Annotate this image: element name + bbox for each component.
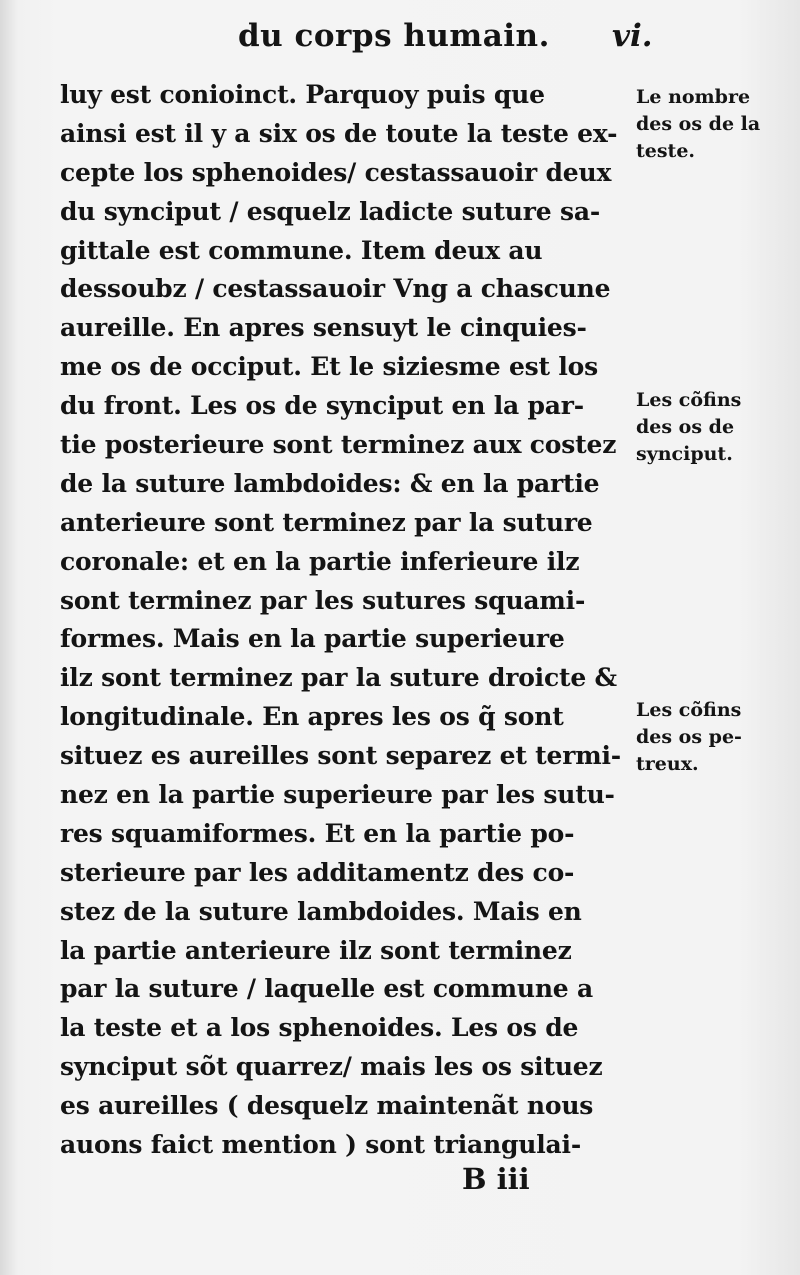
text-line: nez en la partie superieure par les sutu- [60,780,615,810]
text-line: aureille. En apres sensuyt le cinquies- [60,313,587,343]
margin-note-synciput [636,387,796,468]
text-line: cepte los sphenoides/ cestassauoir deux [60,157,612,187]
margin-note-line: des os pe- [636,726,742,748]
text-line: ilz sont terminez par la suture droicte & [60,663,617,693]
running-head-title: du corps humain. [238,18,550,54]
margin-note-line: Le nombre [636,86,751,108]
text-line: tie posterieure sont terminez aux costez [60,430,617,460]
text-line: gittale est commune. Item deux au [60,235,543,265]
margin-note-petrous [636,697,796,778]
text-line: sont terminez par les sutures squami- [60,585,586,615]
margin-note-line: synciput. [636,443,733,465]
margin-note-line: Les cõfins [636,699,742,721]
text-line: stez de la suture lambdoides. Mais en [60,896,582,926]
margin-note-line: Les cõfins [636,389,742,411]
folio-number: vi. [612,18,653,54]
text-line: du synciput / esquelz ladicte suture sa- [60,196,600,226]
margin-note-bone-count [636,84,796,165]
text-line: du front. Les os de synciput en la par- [60,391,584,421]
text-line: dessoubz / cestassauoir Vng a chascune [60,274,611,304]
text-line: de la suture lambdoides: & en la partie [60,468,600,498]
text-line: longitudinale. En apres les os q̃ sont [60,702,564,732]
margin-note-line: teste. [636,140,696,162]
text-line: coronale: et en la partie inferieure ilz [60,546,580,576]
body-text [60,76,635,1165]
text-line: me os de occiput. Et le siziesme est los [60,352,599,382]
text-line: formes. Mais en la partie superieure [60,624,565,654]
text-line: synciput sõt quarrez/ mais les os situez [60,1052,603,1082]
text-line: es aureilles ( desquelz maintenãt nous [60,1091,594,1121]
text-line: anterieure sont terminez par la suture [60,507,593,537]
signature-mark: B iii [462,1162,530,1196]
margin-note-line: des os de la [636,113,761,135]
text-line: la teste et a los sphenoides. Les os de [60,1013,579,1043]
text-line: ainsi est il y a six os de toute la teste ex- [60,118,618,148]
text-line: sterieure par les additamentz des co- [60,857,575,887]
text-line: situez es aureilles sont separez et termi- [60,741,621,771]
margin-note-line: treux. [636,753,699,775]
running-head [0,10,800,60]
text-line: par la suture / laquelle est commune a [60,974,594,1004]
text-line: la partie anterieure ilz sont terminez [60,935,572,965]
margin-note-line: des os de [636,416,735,438]
text-line: luy est conioinct. Parquoy puis que [60,80,545,109]
text-line: res squamiformes. Et en la partie po- [60,818,575,848]
text-line: auons faict mention ) sont triangulai- [60,1130,581,1160]
show-through [735,110,795,1010]
